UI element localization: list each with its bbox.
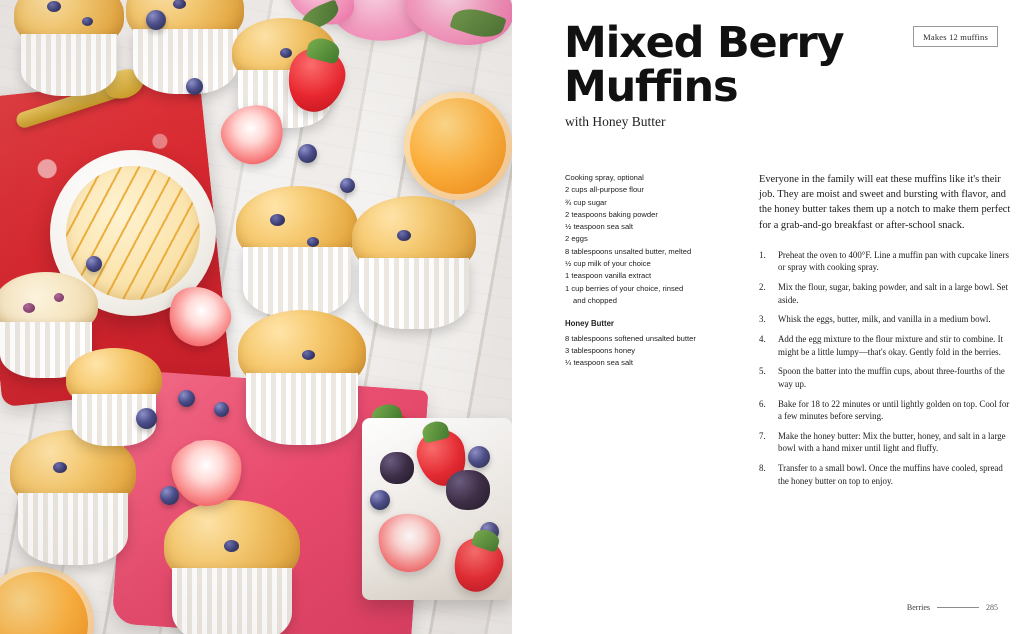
ingredient-item: ¼ teaspoon sea salt bbox=[565, 358, 633, 368]
ingredient-item: 8 tablespoons unsalted butter, melted bbox=[565, 246, 692, 256]
page-number: 285 bbox=[986, 603, 998, 612]
muffin bbox=[352, 196, 476, 326]
ingredients-subsection-heading: Honey Butter bbox=[565, 319, 614, 329]
orange-juice-glass bbox=[404, 92, 512, 200]
blueberry bbox=[186, 78, 203, 95]
footer-chapter: Berries bbox=[906, 603, 930, 612]
muffin-liner bbox=[21, 34, 118, 97]
step-item: Whisk the eggs, butter, milk, and vanilla in a medium bowl. bbox=[778, 314, 991, 325]
muffin bbox=[236, 186, 358, 314]
baked-berry bbox=[302, 350, 315, 360]
ingredients-column bbox=[565, 172, 743, 370]
blueberry bbox=[86, 256, 102, 272]
blackberry bbox=[380, 452, 414, 484]
page-subtitle: with Honey Butter bbox=[565, 114, 666, 129]
ingredient-item: ¾ cup sugar bbox=[565, 197, 607, 207]
step-item: Make the honey butter: Mix the butter, honey, and salt in a large bowl with a hand mixer until light and fluffy. bbox=[778, 430, 1006, 454]
title-line-2: Muffins bbox=[564, 61, 738, 112]
ingredient-item: 1 teaspoon vanilla extract bbox=[565, 271, 652, 281]
ingredient-item: Cooking spray, optional bbox=[565, 173, 644, 182]
muffin bbox=[164, 500, 300, 634]
muffin-liner bbox=[243, 247, 350, 316]
blueberry bbox=[370, 490, 390, 510]
step-item: Spoon the batter into the muffin cups, about three-fourths of the way up. bbox=[778, 366, 1005, 389]
muffin bbox=[126, 0, 244, 92]
recipe-text-page bbox=[512, 0, 1024, 634]
strawberry-hull bbox=[420, 419, 451, 444]
blueberry bbox=[146, 10, 166, 30]
title-line-1: Mixed Berry bbox=[564, 18, 844, 68]
muffin-liner bbox=[172, 568, 292, 634]
footer-rule bbox=[937, 607, 979, 608]
page-title bbox=[564, 18, 894, 112]
strawberry-half bbox=[375, 511, 443, 575]
ingredient-item: ½ teaspoon sea salt bbox=[565, 222, 633, 232]
ingredient-item: ½ cup milk of your choice bbox=[565, 259, 651, 269]
blueberry bbox=[160, 486, 179, 505]
blueberry bbox=[340, 178, 355, 193]
blueberry bbox=[214, 402, 229, 417]
recipe-intro: Everyone in the family will eat these muffins like it's their job. They are moist and sweet and bursting with flavor, and the honey butter takes them up a notch to make them perfect for a grab-and-go breakfast or after-school snack. bbox=[759, 174, 1011, 231]
step-item: Bake for 18 to 22 minutes or until lightly golden on top. Cool for a few minutes before serving. bbox=[778, 398, 1010, 422]
muffin-liner bbox=[359, 258, 468, 328]
ingredient-item: 2 teaspoons baking powder bbox=[565, 209, 658, 219]
muffin bbox=[10, 430, 136, 562]
step-item: Transfer to a small bowl. Once the muffins have cooled, spread the honey butter on top to enjoy. bbox=[778, 463, 1003, 486]
berry-basket bbox=[362, 418, 512, 600]
steps-list bbox=[759, 249, 1011, 488]
baked-berry bbox=[307, 237, 319, 247]
ingredient-item: 2 cups all-purpose flour bbox=[565, 185, 644, 195]
ingredient-item-continued: and chopped bbox=[573, 295, 617, 305]
blueberry bbox=[178, 390, 195, 407]
baked-berry bbox=[224, 540, 239, 552]
blueberry bbox=[136, 408, 157, 429]
muffin-liner bbox=[133, 29, 237, 95]
strawberry bbox=[447, 532, 509, 598]
ingredient-item: 2 eggs bbox=[565, 234, 588, 244]
ingredient-item: 1 cup berries of your choice, rinsed bbox=[565, 283, 684, 293]
step-item: Add the egg mixture to the flour mixture and stir to combine. It might be a little lumpy—that's okay. Gently fold in the berries. bbox=[778, 333, 1004, 357]
muffin bbox=[238, 310, 366, 442]
step-item: Preheat the oven to 400°F. Line a muffin pan with cupcake liners or spray with cooking spray. bbox=[778, 249, 1009, 273]
blueberry bbox=[468, 446, 490, 468]
yield-badge: Makes 12 muffins bbox=[913, 26, 998, 47]
baked-berry bbox=[397, 230, 411, 241]
instructions-column bbox=[759, 172, 1011, 494]
step-item: Mix the flour, sugar, baking powder, and salt in a large bowl. Set aside. bbox=[778, 282, 1008, 305]
ingredient-item: 8 tablespoons softened unsalted butter bbox=[565, 333, 696, 343]
muffin bbox=[14, 0, 124, 94]
muffin-liner bbox=[246, 373, 359, 444]
ingredient-item: 3 tablespoons honey bbox=[565, 346, 636, 356]
blackberry bbox=[446, 470, 490, 510]
muffin-halved bbox=[66, 348, 162, 444]
blueberry bbox=[298, 144, 317, 163]
page-footer bbox=[907, 603, 998, 612]
baked-berry bbox=[53, 462, 67, 473]
muffin-liner bbox=[18, 493, 129, 564]
